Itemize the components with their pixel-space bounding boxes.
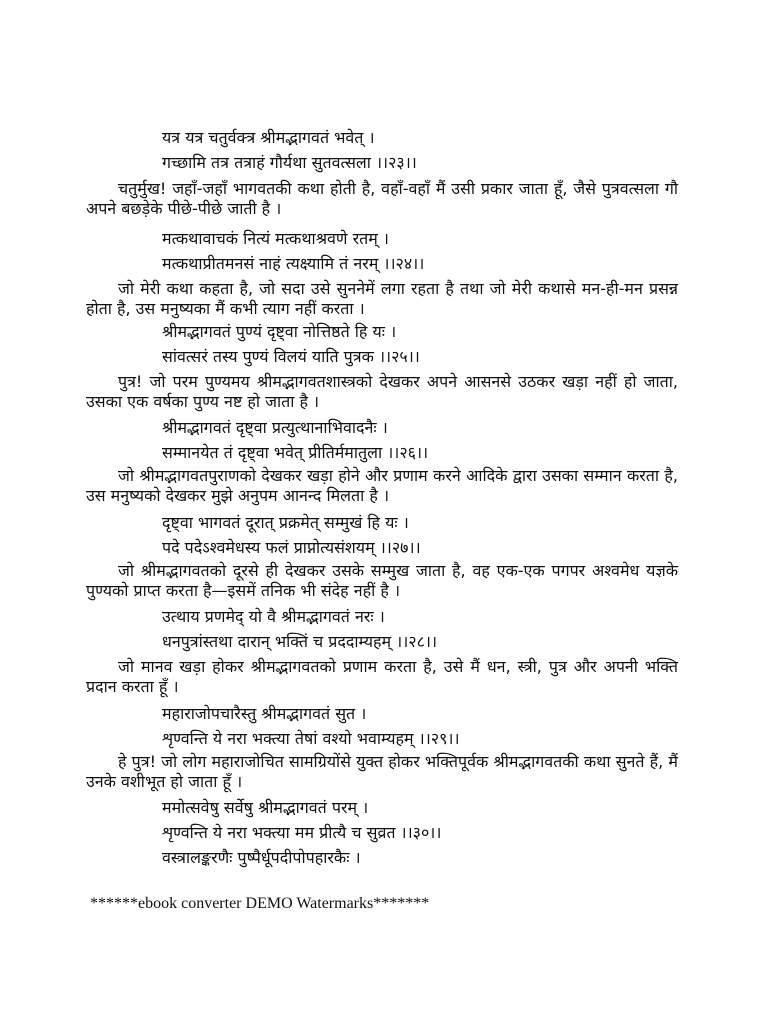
verse-line: सम्मानयेत तं दृष्ट्वा भवेत् प्रीतिर्ममातुला ।।२६।।	[162, 443, 429, 462]
verse-line: शृण्वन्ति ये नरा भक्त्या तेषां वश्यो भवाम्यहम् ।।२९।।	[162, 729, 460, 748]
translation-paragraph: जो श्रीमद्भागवतको दूरसे ही देखकर उसके सम्मुख जाता है, वह एक-एक पगपर अश्वमेध यज्ञके पुण्यको प्राप्त करता है—इसमें तनिक भी संदेह नहीं है ।	[86, 561, 678, 600]
watermark-text: ******ebook converter DEMO Watermarks*******	[90, 895, 430, 912]
translation-paragraph: जो मेरी कथा कहता है, जो सदा उसे सुननेमें लगा रहता है तथा जो मेरी कथासे मन-ही-मन प्रसन्न होता है, उस मनुष्यका मैं कभी त्याग नहीं करता ।	[86, 279, 678, 318]
verse-line: ममोत्सवेषु सर्वेषु श्रीमद्भागवतं परम् ।	[162, 798, 369, 817]
verse-line: श्रीमद्भागवतं पुण्यं दृष्ट्वा नोत्तिष्ठते हि यः ।	[162, 322, 397, 341]
verse-line: उत्थाय प्रणमेद् यो वै श्रीमद्भागवतं नरः ।	[162, 607, 385, 626]
translation-paragraph: चतुर्मुख! जहाँ-जहाँ भागवतकी कथा होती है, वहाँ-वहाँ मैं उसी प्रकार जाता हूँ, जैसे पुत्रवत्सला गौ अपने बछड़ेके पीछे-पीछे जाती है ।	[86, 179, 678, 218]
verse-line: धनपुत्रांस्तथा दारान् भक्तिं च प्रददाम्यहम् ।।२८।।	[162, 632, 438, 651]
verse-line: वस्त्रालङ्करणैः पुष्पैर्धूपदीपोपहारकैः ।	[162, 848, 361, 867]
verse-line: महाराजोपचारैस्तु श्रीमद्भागवतं सुत ।	[162, 704, 367, 723]
verse-line: यत्र यत्र चतुर्वक्त्र श्रीमद्भागवतं भवेत् ।	[162, 128, 375, 147]
verse-line: दृष्ट्वा भागवतं दूरात् प्रक्रमेत् सम्मुखं हि यः ।	[162, 513, 409, 532]
translation-paragraph: पुत्र! जो परम पुण्यमय श्रीमद्भागवतशास्त्रको देखकर अपने आसनसे उठकर खड़ा नहीं हो जाता, उसका एक वर्षका पुण्य नष्ट हो जाता है ।	[86, 372, 678, 411]
translation-paragraph: जो श्रीमद्भागवतपुराणको देखकर खड़ा होने और प्रणाम करने आदिके द्वारा उसका सम्मान करता है, उस मनुष्यको देखकर मुझे अनुपम आनन्द मिलता है ।	[86, 466, 678, 505]
verse-line: श्रीमद्भागवतं दृष्ट्वा प्रत्युत्थानाभिवादनैः ।	[162, 418, 388, 437]
verse-line: सांवत्सरं तस्य पुण्यं विलयं याति पुत्रक ।।२५।।	[162, 347, 420, 366]
verse-line: शृण्वन्ति ये नरा भक्त्या मम प्रीत्यै च सुव्रत ।।३०।।	[162, 823, 442, 842]
verse-line: पदे पदेऽश्वमेधस्य फलं प्राप्नोत्यसंशयम् ।।२७।।	[162, 538, 421, 557]
verse-line: मत्कथाप्रीतमनसं नाहं त्यक्ष्यामि तं नरम् ।।२४।।	[162, 254, 425, 273]
translation-paragraph: जो मानव खड़ा होकर श्रीमद्भागवतको प्रणाम करता है, उसे मैं धन, स्त्री, पुत्र और अपनी भक्ति प्रदान करता हूँ ।	[86, 657, 678, 696]
verse-line: गच्छामि तत्र तत्राहं गौर्यथा सुतवत्सला ।।२३।।	[162, 153, 417, 172]
verse-line: मत्कथावाचकं नित्यं मत्कथाश्रवणे रतम् ।	[162, 229, 389, 248]
translation-paragraph: हे पुत्र! जो लोग महाराजोचित सामग्रियोंसे युक्त होकर भक्तिपूर्वक श्रीमद्भागवतकी कथा सुनते हैं, मैं उनके वशीभूत हो जाता हूँ ।	[86, 752, 678, 791]
